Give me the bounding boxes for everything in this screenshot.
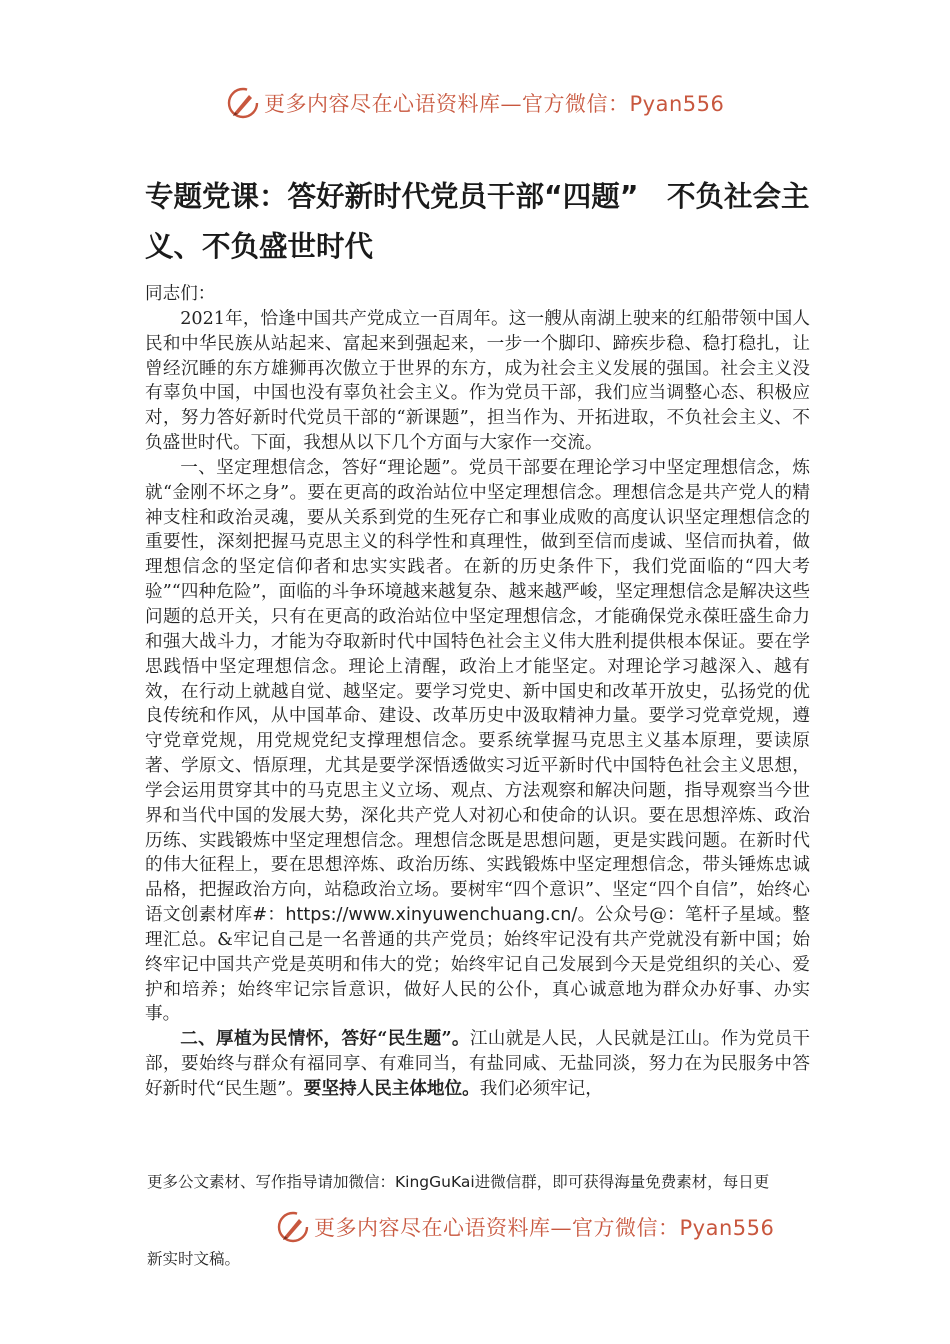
- section-two-heading: 二、厚植为民情怀，答好“民生题”。: [180, 1028, 470, 1050]
- footer-note: 更多公文素材、写作指导请加微信：KingGuKai进微信群，即可获得海量免费素材，每日更: [147, 1173, 770, 1191]
- document-body: [145, 282, 810, 1102]
- section-two-text: 江山就是人民，人民就是江山。作为党员干部，要始终与群众有福同享、有难同当，有盐同咸、无盐同淡，努力在为民服务中答好新时代“民生题”。: [145, 1029, 810, 1099]
- watermark-text: 更多内容尽在心语资料库—官方微信：: [314, 1216, 680, 1240]
- footer-note-tail: 新实时文稿。: [147, 1250, 241, 1268]
- brush-pen-logo-icon: [226, 86, 260, 120]
- section-one-text: 一、坚定理想信念，答好“理论题”。党员干部要在理论学习中坚定理想信念，炼就“金刚不坏之身”。要在更高的政治站位中坚定理想信念。理想信念是共产党人的精神支柱和政治灵魂，要从关系到党的生死存亡和事业成败的高度认识坚定理想信念的重要性，深刻把握马克思主义的科学性和真理性，做到至信而虔诚、坚信而执着，做理想信念的坚定信仰者和忠实实践者。在新的历史条件下，我们党面临的“四大考验”“四种危险”，面临的斗争环境越来越复杂、越来越严峻，坚定理想信念是解决这些问题的总开关，只有在更高的政治站位中坚定理想信念，才能确保党永葆旺盛生命力和强大战斗力，才能为夺取新时代中国特色社会主义伟大胜利提供根本保证。要在学思践悟中坚定理想信念。理论上清醒，政治上才能坚定。对理论学习越深入、越有效，在行动上就越自觉、越坚定。要学习党史、新中国史和改革开放史，弘扬党的优良传统和作风，从中国革命、建设、改革历史中汲取精神力量。要学习党章党规，遵守党章党规，用党规党纪支撑理想信念。要系统掌握马克思主义基本原理，要读原著、学原文、悟原理，尤其是要学深悟透做实习近平新时代中国特色社会主义思想，学会运用贯穿其中的马克思主义立场、观点、方法观察和解决问题，指导观察当今世界和当代中国的发展大势，深化共产党人对初心和使命的认识。要在思想淬炼、政治历练、实践锻炼中坚定理想信念。理想信念既是思想问题，更是实践问题。在新时代的伟大征程上，要在思想淬炼、政治历练、实践锻炼中坚定理想信念，带头锤炼忠诚品格，把握政治方向，站稳政治立场。要树牢“四个意识”、坚定“四个自信”，始终心语文创素材库#：: [145, 457, 810, 926]
- watermark-text: 更多内容尽在心语资料库—官方微信：: [264, 92, 630, 116]
- section-two-continuation: 我们必须牢记，: [479, 1079, 603, 1099]
- footer-wechat-id: KingGuKai: [395, 1173, 475, 1191]
- source-url-link[interactable]: https://www.xinyuwenchuang.cn/: [285, 905, 578, 926]
- paragraph-section-one: [145, 456, 810, 1027]
- brush-pen-logo-icon: [276, 1210, 310, 1244]
- watermark-wechat-id: Pyan556: [629, 92, 725, 116]
- paragraph-section-two: [145, 1027, 810, 1102]
- paragraph-intro: 2021年，恰逢中国共产党成立一百周年。这一艘从南湖上驶来的红船带领中国人民和中华民族从站起来、富起来到强起来，一步一个脚印、蹄疾步稳、稳打稳扎，让曾经沉睡的东方雄狮再次傲立于世界的东方，成为社会主义发展的强国。社会主义没有辜负中国，中国也没有辜负社会主义。作为党员干部，我们应当调整心态、积极应对，努力答好新时代党员干部的“新课题”，担当作为、开拓进取，不负社会主义、不负盛世时代。下面，我想从以下几个方面与大家作一交流。: [145, 308, 810, 454]
- section-two-bold-point: 要坚持人民主体地位。: [303, 1078, 480, 1099]
- watermark-wechat-id: Pyan556: [679, 1216, 775, 1240]
- section-one-tail: 。公众号@：笔杆子星域。整理汇总。&牢记自己是一名普通的共产党员；始终牢记没有共产党就没有新中国；始终牢记中国共产党是英明和伟大的党；始终牢记自己发展到今天是党组织的关心、爱护和培养；始终牢记宗旨意识，做好人民的公仆，真心诚意地为群众办好事、办实事。: [145, 905, 810, 1025]
- footer-watermark: [276, 1210, 774, 1244]
- header-watermark: [226, 86, 724, 120]
- salutation: 同志们：: [145, 284, 216, 304]
- document-title: 专题党课：答好新时代党员干部“四题” 不负社会主义、不负盛世时代: [145, 180, 810, 263]
